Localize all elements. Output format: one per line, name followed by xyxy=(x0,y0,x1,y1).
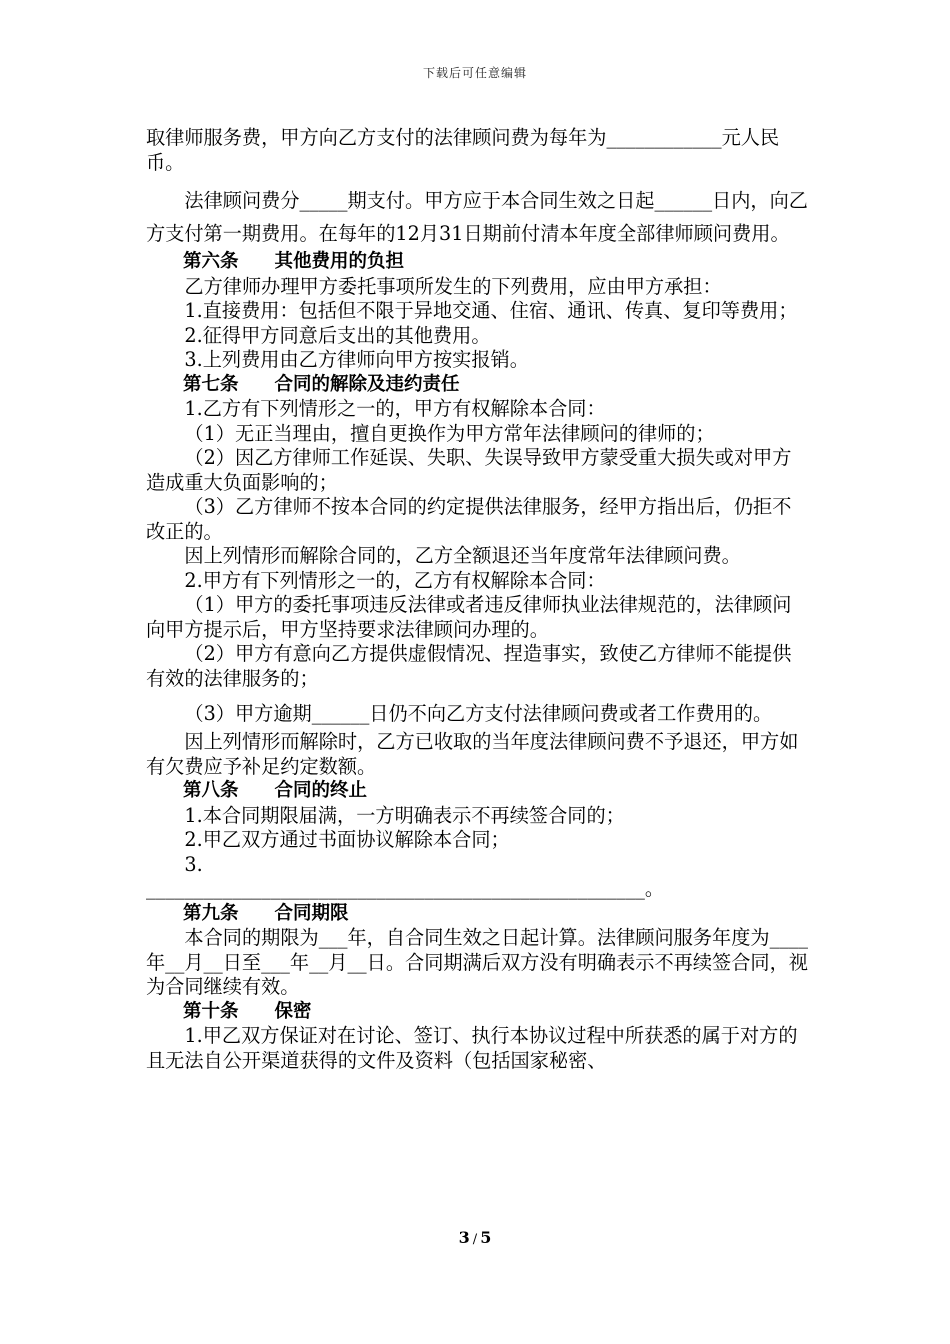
section-title: 保密 xyxy=(274,1000,312,1022)
paragraph: 本合同的期限为___年，自合同生效之日起计算。法律顾问服务年度为____年__月__日至___年__月__日。合同期满后双方没有明确表示不再续签合同，视为合同继续有效。 xyxy=(146,926,808,998)
section-number: 第九条 xyxy=(183,902,239,924)
list-item: （3）甲方逾期______日仍不向乙方支付法律顾问费或者工作费用的。 xyxy=(184,702,773,725)
paragraph: 乙方律师办理甲方委托事项所发生的下列费用，应由甲方承担： xyxy=(184,274,722,298)
page-header: 下载后可任意编辑 xyxy=(422,66,527,80)
page-number xyxy=(0,1228,950,1247)
list-item: 3. xyxy=(184,852,203,876)
section-7-heading xyxy=(146,373,810,398)
list-item: 1.本合同期限届满，一方明确表示不再续签合同的； xyxy=(184,803,625,827)
section-10-heading xyxy=(146,1000,810,1025)
list-item: （1）无正当理由，擅自更换作为甲方常年法律顾问的律师的； xyxy=(184,421,715,445)
section-title: 其他费用的负担 xyxy=(274,251,405,272)
section-6-heading xyxy=(146,250,810,275)
section-title: 合同的终止 xyxy=(274,780,368,801)
paragraph-payment-terms: 法律顾问费分_____期支付。甲方应于本合同生效之日起______日内，向乙方支付第一期费用。在每年的12月31日期前付清本年度全部律师顾问费用。 xyxy=(146,189,808,245)
list-item: （3）乙方律师不按本合同的约定提供法律服务，经甲方指出后，仍拒不改正的。 xyxy=(146,495,792,543)
list-item: （2）因乙方律师工作延误、失职、失误导致甲方蒙受重大损失或对甲方造成重大负面影响的； xyxy=(146,446,792,494)
section-number: 第十条 xyxy=(183,1000,239,1022)
section-number: 第七条 xyxy=(183,373,239,395)
blank-line: ____________________________________________________。 xyxy=(146,877,665,900)
section-number: 第六条 xyxy=(183,251,239,272)
document-body xyxy=(146,126,810,1073)
list-item: 2.征得甲方同意后支出的其他费用。 xyxy=(184,323,491,347)
page-total: 5 xyxy=(480,1228,492,1247)
section-number: 第八条 xyxy=(183,780,239,801)
list-item: 1.直接费用：包括但不限于异地交通、住宿、通讯、传真、复印等费用； xyxy=(184,299,798,322)
paragraph: 因上列情形而解除时，乙方已收取的当年度法律顾问费不予退还，甲方如有欠费应予补足约定数额。 xyxy=(146,730,799,778)
paragraph: 因上列情形而解除合同的，乙方全额退还当年度常年法律顾问费。 xyxy=(184,544,741,567)
list-item: 1.乙方有下列情形之一的，甲方有权解除本合同： xyxy=(184,397,606,420)
list-item: 2.甲乙双方通过书面协议解除本合同； xyxy=(184,828,510,851)
section-9-heading xyxy=(146,902,810,927)
list-item: 2.甲方有下列情形之一的，乙方有权解除本合同： xyxy=(184,568,606,592)
list-item: （1）甲方的委托事项违反法律或者违反律师执业法律规范的，法律顾问向甲方提示后，甲方坚持要求法律顾问办理的。 xyxy=(146,593,792,641)
section-title: 合同期限 xyxy=(274,902,349,924)
section-title: 合同的解除及违约责任 xyxy=(274,373,460,395)
paragraph-fee-amount: 取律师服务费，甲方向乙方支付的法律顾问费为每年为____________元人民币。 xyxy=(146,126,780,174)
list-item: （2）甲方有意向乙方提供虚假情况、捏造事实，致使乙方律师不能提供有效的法律服务的； xyxy=(146,642,792,690)
section-8-heading xyxy=(146,779,810,804)
page-separator: / xyxy=(472,1232,478,1247)
paragraph: 1.甲乙双方保证对在讨论、签订、执行本协议过程中所获悉的属于对方的且无法自公开渠道获得的文件及资料（包括国家秘密、 xyxy=(146,1024,798,1072)
page-current: 3 xyxy=(458,1228,470,1247)
list-item: 3.上列费用由乙方律师向甲方按实报销。 xyxy=(184,348,529,371)
